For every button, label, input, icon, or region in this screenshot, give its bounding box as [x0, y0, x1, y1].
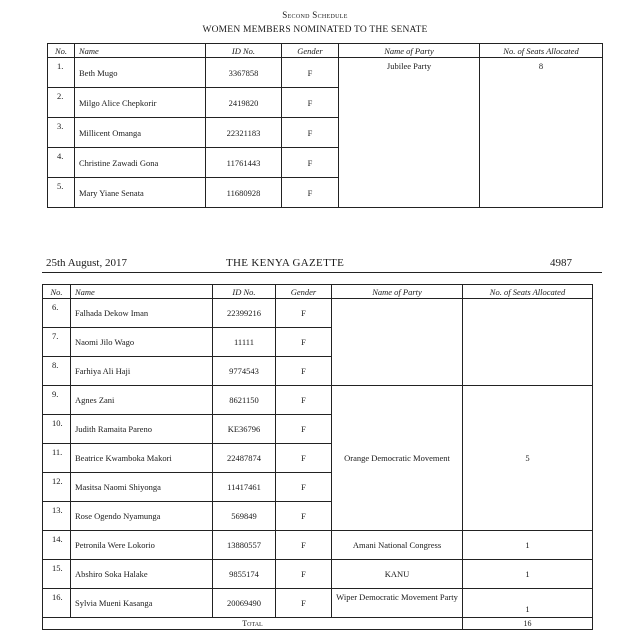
member-name: Beatrice Kwamboka Makori	[71, 444, 213, 473]
row-number: 11.	[43, 444, 71, 473]
member-id: 11680928	[206, 178, 282, 208]
member-name: Milgo Alice Chepkorir	[75, 88, 206, 118]
row-number: 10.	[43, 415, 71, 444]
member-id: 11417461	[213, 473, 276, 502]
member-id: 20069490	[213, 589, 276, 618]
member-gender: F	[276, 299, 332, 328]
senate-nominees-table-1	[47, 43, 603, 208]
row-number: 9.	[43, 386, 71, 415]
gazette-page-number: 4987	[550, 257, 572, 269]
member-gender: F	[282, 58, 339, 88]
member-name: Falhada Dekow Iman	[71, 299, 213, 328]
schedule-heading: Second Schedule	[282, 10, 348, 20]
member-gender: F	[276, 386, 332, 415]
gazette-title: THE KENYA GAZETTE	[226, 257, 345, 269]
row-number: 3.	[48, 118, 75, 148]
member-id: 11761443	[206, 148, 282, 178]
member-id: 11111	[213, 328, 276, 357]
total-row	[43, 618, 593, 630]
member-gender: F	[276, 502, 332, 531]
row-number: 8.	[43, 357, 71, 386]
member-gender: F	[282, 178, 339, 208]
col-header-name: Name	[71, 285, 213, 299]
col-header-seats: No. of Seats Allocated	[480, 44, 603, 58]
col-header-party: Name of Party	[339, 44, 480, 58]
member-name: Beth Mugo	[75, 58, 206, 88]
member-gender: F	[282, 118, 339, 148]
member-gender: F	[276, 531, 332, 560]
party-name-odm: Orange Democratic Movement	[332, 386, 463, 531]
table-row	[43, 560, 593, 589]
table-row	[43, 531, 593, 560]
senate-nominees-table-2	[42, 284, 593, 630]
member-gender: F	[282, 148, 339, 178]
row-number: 6.	[43, 299, 71, 328]
member-gender: F	[276, 589, 332, 618]
party-name-anc: Amani National Congress	[332, 531, 463, 560]
col-header-seats: No. of Seats Allocated	[463, 285, 593, 299]
member-name: Farhiya Ali Haji	[71, 357, 213, 386]
party-name-kanu: KANU	[332, 560, 463, 589]
member-name: Millicent Omanga	[75, 118, 206, 148]
member-id: 9774543	[213, 357, 276, 386]
header-rule	[42, 272, 602, 273]
member-gender: F	[276, 357, 332, 386]
member-id: 2419820	[206, 88, 282, 118]
col-header-id: ID No.	[213, 285, 276, 299]
member-id: 22487874	[213, 444, 276, 473]
party-cell-empty	[332, 299, 463, 386]
member-name: Rose Ogendo Nyamunga	[71, 502, 213, 531]
seats-allocated-kanu: 1	[463, 560, 593, 589]
table-header-row	[48, 44, 603, 58]
member-id: 22321183	[206, 118, 282, 148]
member-name: Mary Yiane Senata	[75, 178, 206, 208]
table-row	[43, 386, 593, 415]
total-label: Total	[43, 618, 463, 630]
member-id: KE36796	[213, 415, 276, 444]
row-number: 12.	[43, 473, 71, 502]
member-gender: F	[276, 560, 332, 589]
member-id: 9855174	[213, 560, 276, 589]
member-id: 22399216	[213, 299, 276, 328]
member-gender: F	[276, 444, 332, 473]
member-id: 3367858	[206, 58, 282, 88]
member-name: Judith Ramaita Pareno	[71, 415, 213, 444]
seats-allocated-wiper: 1	[463, 589, 593, 618]
row-number: 2.	[48, 88, 75, 118]
col-header-gender: Gender	[276, 285, 332, 299]
gazette-date: 25th August, 2017	[46, 257, 127, 269]
party-name-wiper: Wiper Democratic Movement Party	[332, 589, 463, 618]
member-gender: F	[276, 328, 332, 357]
total-seats: 16	[463, 618, 593, 630]
member-gender: F	[276, 415, 332, 444]
member-id: 8621150	[213, 386, 276, 415]
row-number: 5.	[48, 178, 75, 208]
col-header-id: ID No.	[206, 44, 282, 58]
member-name: Masitsa Naomi Shiyonga	[71, 473, 213, 502]
seats-allocated-anc: 1	[463, 531, 593, 560]
schedule-subtitle: WOMEN MEMBERS NOMINATED TO THE SENATE	[202, 25, 428, 35]
member-id: 13880557	[213, 531, 276, 560]
table-row	[43, 299, 593, 328]
row-number: 16.	[43, 589, 71, 618]
member-name: Sylvia Mueni Kasanga	[71, 589, 213, 618]
member-name: Agnes Zani	[71, 386, 213, 415]
row-number: 1.	[48, 58, 75, 88]
seats-allocated-odm: 5	[463, 386, 593, 531]
row-number: 7.	[43, 328, 71, 357]
seats-cell-empty	[463, 299, 593, 386]
table-row	[43, 589, 593, 618]
seats-allocated-jubilee: 8	[480, 58, 603, 208]
row-number: 13.	[43, 502, 71, 531]
party-name-jubilee: Jubilee Party	[339, 58, 480, 208]
member-name: Abshiro Soka Halake	[71, 560, 213, 589]
row-number: 14.	[43, 531, 71, 560]
col-header-gender: Gender	[282, 44, 339, 58]
row-number: 15.	[43, 560, 71, 589]
member-name: Christine Zawadi Gona	[75, 148, 206, 178]
col-header-no: No.	[43, 285, 71, 299]
member-gender: F	[276, 473, 332, 502]
member-name: Naomi Jilo Wago	[71, 328, 213, 357]
member-gender: F	[282, 88, 339, 118]
member-name: Petronila Were Lokorio	[71, 531, 213, 560]
row-number: 4.	[48, 148, 75, 178]
col-header-name: Name	[75, 44, 206, 58]
col-header-no: No.	[48, 44, 75, 58]
table-row	[48, 58, 603, 88]
col-header-party: Name of Party	[332, 285, 463, 299]
member-id: 569849	[213, 502, 276, 531]
table-header-row	[43, 285, 593, 299]
